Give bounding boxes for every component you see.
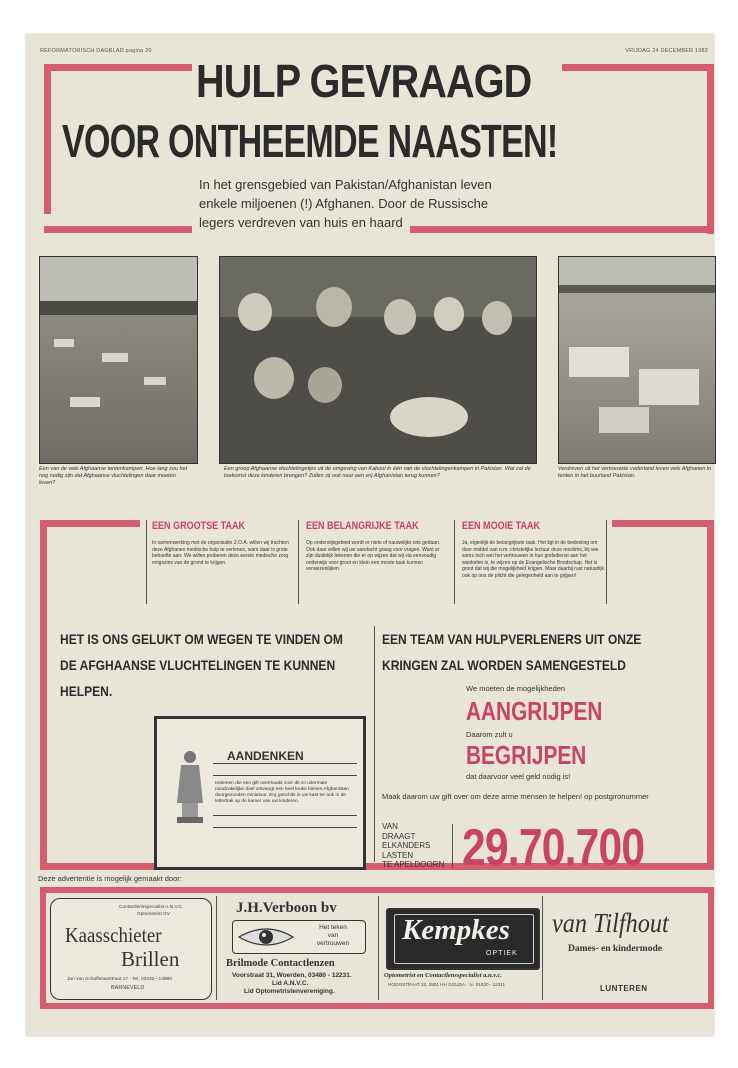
lower-frame-bar-top-left	[40, 520, 140, 527]
intro-line3: legers verdreven van huis en haard	[199, 215, 403, 230]
sponsor-strip-bar-bottom	[40, 1003, 714, 1009]
caption-center: Een groep Afghaanse vluchtelingetjes uit de omgeving van Kabool in één van de vluchtelingenkampen in Pakistan. Wat zal de toekomst deze kinderen brengen? Zullen zij ooit naar een vrij Afghanistan terug kunnen?	[224, 466, 531, 479]
sponsor-kempkes-logo: Kempkes OPTIEK	[386, 908, 540, 970]
photo-tent-camp-left	[39, 256, 198, 464]
sponsor-verboon: J.H.Verboon bv Het teken van vertrouwen Brilmode Contactlenzen Voorstraat 31, Woerden, 03480 - 12231. Lid A.N.V.C. Lid Optometristenvereniging.	[222, 898, 374, 998]
caption-right: Verdreven uit het vertrouwde vaderland leven vele Afghanen in tenten in het buurland Pakistan.	[558, 466, 712, 479]
sponsor3-name: Kempkes	[402, 914, 510, 946]
giro-number: 29.70.700	[462, 819, 645, 877]
intro-text	[199, 175, 492, 232]
sponsor1-name1: Kaasschieter	[65, 923, 162, 947]
column-text-1: In samenwerking met de organisatie Z.O.A. willen wij trachten deze Afghanen medische hulp te verlenen, want daar is grote behoefte aan. We willen proberen deze eerste medische zorg enigszins van de grond te krijgen.	[152, 540, 289, 566]
frame-bar-bottom-left	[44, 226, 192, 233]
giro-organisation: VAN DRAAGT ELKANDERS LASTEN TE APELDOORN	[382, 822, 445, 869]
word-aangrijpen: AANGRIJPEN	[466, 696, 603, 726]
frame-bar-top-left	[44, 64, 192, 71]
left-message	[60, 626, 387, 704]
sponsor-strip-bar-right	[708, 887, 714, 1009]
post-text: dat daarvoor veel geld nodig is!	[466, 772, 571, 781]
aandenken-text: Iedereen die een gift overmaakt voor dit zo uitermate noodzakelijke doel ontvangt een heel leuke binnen Afghanistan doorgezonden miniatuur. Erg geschikt in uw kast ter ook in de letterbak op de kamer van uw kinderen.	[215, 781, 349, 804]
appeal-text: Maak daarom uw gift over om deze arme mensen te helpen! op postgironummer	[382, 792, 649, 801]
miniature-figure-icon	[173, 749, 207, 827]
frame-bar-top-right	[562, 64, 714, 71]
column-divider-1	[146, 520, 147, 604]
column-text-2: Op onderwijsgebied wordt er niets of nauwelijks iets gedaan. Ook daar willen wij uw aandacht graag voor vragen. Want er zijn duidelijk tekenen die er op wijzen dat wij via eenvoudig onderwijs voor groot en klein een mooie taak kunnen verwezenlijken.	[306, 540, 441, 572]
sponsor-van-tilfhout: van Tilfhout Dames- en kindermode LUNTEREN	[552, 908, 669, 993]
sponsor-strip-bar-top	[40, 887, 714, 893]
column-divider-2	[298, 520, 299, 604]
caption-left: Een van de vele Afghaanse tentenkampen. Hoe lang zou het nog nodig zijn dat Afghaanse vluchtelingen daar moeten leven?	[39, 466, 188, 486]
photo-tent-camp-right	[558, 256, 716, 464]
sponsor1-name2: Brillen	[121, 947, 180, 971]
intro-line1: In het grensgebied van Pakistan/Afghanistan leven	[199, 177, 492, 192]
lower-frame-bar-left	[40, 520, 47, 870]
right-message-line2: KRINGEN ZAL WORDEN SAMENGESTELD	[382, 657, 626, 673]
column-text-3: Ja, eigenlijk de belangrijkste taak. Het ligt in de bedoeling om door middel van o.m. christelijke lectuur deze moslims, bij wie soms toch wel het vertrouwen in hun godsdienst aan het wankelen is, te wijzen op de Evangelische Boodschap. Het is groot dat wij die mogelijkheid krijgen. Maar daarbij rust natuurlijk ook op ons de plicht die gelegenheid aan te grijpen!	[462, 540, 605, 579]
page-header-right: VRIJDAG 24 DECEMBER 1982	[625, 48, 708, 54]
lower-frame-bar-right	[707, 520, 714, 870]
column-title-3: EEN MOOIE TAAK	[462, 520, 541, 532]
headline-line2: VOOR ONTHEEMDE NAASTEN!	[62, 115, 558, 167]
sponsor-kaasschieter: Contactlensspecialist A.N.V.C. Optometrist GV Kaasschieter Brillen Jan van Schaffelaarstraat 17 - Tel. 03420 - 14980 BARNEVELD	[50, 898, 212, 1000]
right-message-line1: EEN TEAM VAN HULPVERLENERS UIT ONZE	[382, 631, 642, 647]
column-divider-3	[454, 520, 455, 604]
photo-refugee-children	[219, 256, 537, 464]
frame-bar-left	[44, 64, 51, 214]
column-title-1: EEN GROOTSE TAAK	[152, 520, 246, 532]
pre-text-2: Daarom zult u	[466, 730, 513, 739]
aandenken-box	[154, 716, 366, 870]
word-begrijpen: BEGRIJPEN	[466, 740, 587, 770]
eye-icon	[237, 925, 295, 949]
frame-bar-right	[707, 64, 714, 234]
headline-line1: HULP GEVRAAGD	[196, 55, 532, 107]
giro-divider	[452, 824, 453, 868]
left-message-line2: DE AFGHAANSE VLUCHTELINGEN TE KUNNEN	[60, 657, 336, 673]
sponsor4-name: van Tilfhout	[552, 908, 669, 938]
sponsored-by-text: Deze advertentie is mogelijk gemaakt door:	[38, 874, 182, 883]
column-divider-4	[606, 520, 607, 604]
page-header-left: REFORMATORISCH DAGBLAD pagina 20	[40, 48, 152, 54]
lower-frame-bar-top-right	[612, 520, 714, 527]
left-message-line3: HELPEN.	[60, 683, 113, 699]
intro-line2: enkele miljoenen (!) Afghanen. Door de Russische	[199, 196, 489, 211]
newspaper-page: REFORMATORISCH DAGBLAD pagina 20 VRIJDAG 24 DECEMBER 1982 HULP GEVRAAGD VOOR ONTHEEMDE NAASTEN! In het grensgebied van Pakistan/Afghanistan leven enkele miljoenen (!) Afghanen. Door de Russische legers verdreven van huis en haard Een van de vele Afghaanse tentenkampen. Hoe lang zou het nog nodig zijn dat Afghaanse vluchtelingen daar moeten leven? Een groep Afghaanse vluchtelingetjes uit de omgeving van Kabool in één van de vluchtelingenkampen in Pakistan. Wat zal de toekomst deze kinderen brengen? Zullen zij ooit naar een vrij Afghanistan terug kunnen? Verdreven uit het vertrouwde vaderland leven vele Afghanen in tenten in het buurland Pakistan. EEN GROOTSE TAAK In samenwerking met de organisatie Z.O.A. willen wij trachten deze Afghanen medische hulp te verlenen, want daar is grote behoefte aan. We willen proberen deze eerste medische zorg enigszins van de grond te krijgen. EEN BELANGRIJKE TAAK Op onderwijsgebied wordt er niets of nauwelijks iets gedaan. Ook daar willen wij uw aandacht graag voor vragen. Want er zijn duidelijk tekenen die er op wijzen dat wij via eenvoudig onderwijs voor groot en klein een mooie taak kunnen verwezenlijken. EEN MOOIE TAAK Ja, eigenlijk de belangrijkste taak. Het ligt in de bedoeling om door middel van o.m. christelijke lectuur deze moslims, bij wie soms toch wel het vertrouwen in hun godsdienst aan het wankelen is, te wijzen op de Evangelische Boodschap. Het is groot dat wij die mogelijkheid krijgen. Maar daarbij rust natuurlijk ook op ons de plicht die gelegenheid aan te grijpen! HET IS ONS GELUKT OM WEGEN TE VINDEN OM DE AFGHAANSE VLUCHTELINGEN TE KUNNEN HELPEN. AANDENKEN Iedereen die een gift overmaakt voor dit zo uitermate noodzakelijke doel ontvangt een heel leuke binnen Afghanistan doorgezonden miniatuur. Erg geschikt in uw kast ter ook in de letterbak op de kamer van uw kinderen. EEN TEAM VAN HULPVERLENERS UIT ONZE KRINGEN ZAL WORDEN SAMENGESTELD We moeten de mogelijkheden AANGRIJPEN Daarom zult u BEGRIJPEN dat daarvoor veel geld nodig is! Maak daarom uw gift over om deze arme mensen te helpen! op postgironummer VAN DRAAGT ELKANDERS LASTEN TE APELDOORN 29.70.700 Deze advertentie is mogelijk gemaakt door: Contactlensspecialist A.N.V.C. Optometrist GV Kaasschieter Brillen Jan van Schaffelaarstraat 17 - Tel. 03420 - 14980 BARNEVELD J.H.Verboon bv Het teken van vertrouwen Brilmode Contactlenzen Voorstraat 31, Woerden, 03480 - 12231. Lid A.N.V.C. Lid Optometristenvereniging. Kempkes OPTIEK Optometrist en Contactlensspecialist a.n.v.c. HOOGSTRAAT 22, 2801 HH GOUDA · ☏ 01820 - 12311 van Tilfhout Dames- en kindermode LUNTEREN	[26, 34, 714, 1036]
pre-text-1: We moeten de mogelijkheden	[466, 684, 566, 693]
column-title-2: EEN BELANGRIJKE TAAK	[306, 520, 419, 532]
right-message	[382, 626, 709, 678]
middle-divider	[374, 626, 375, 862]
aandenken-title: AANDENKEN	[227, 749, 304, 763]
sponsor-strip-bar-left	[40, 887, 46, 1009]
left-message-line1: HET IS ONS GELUKT OM WEGEN TE VINDEN OM	[60, 631, 343, 647]
